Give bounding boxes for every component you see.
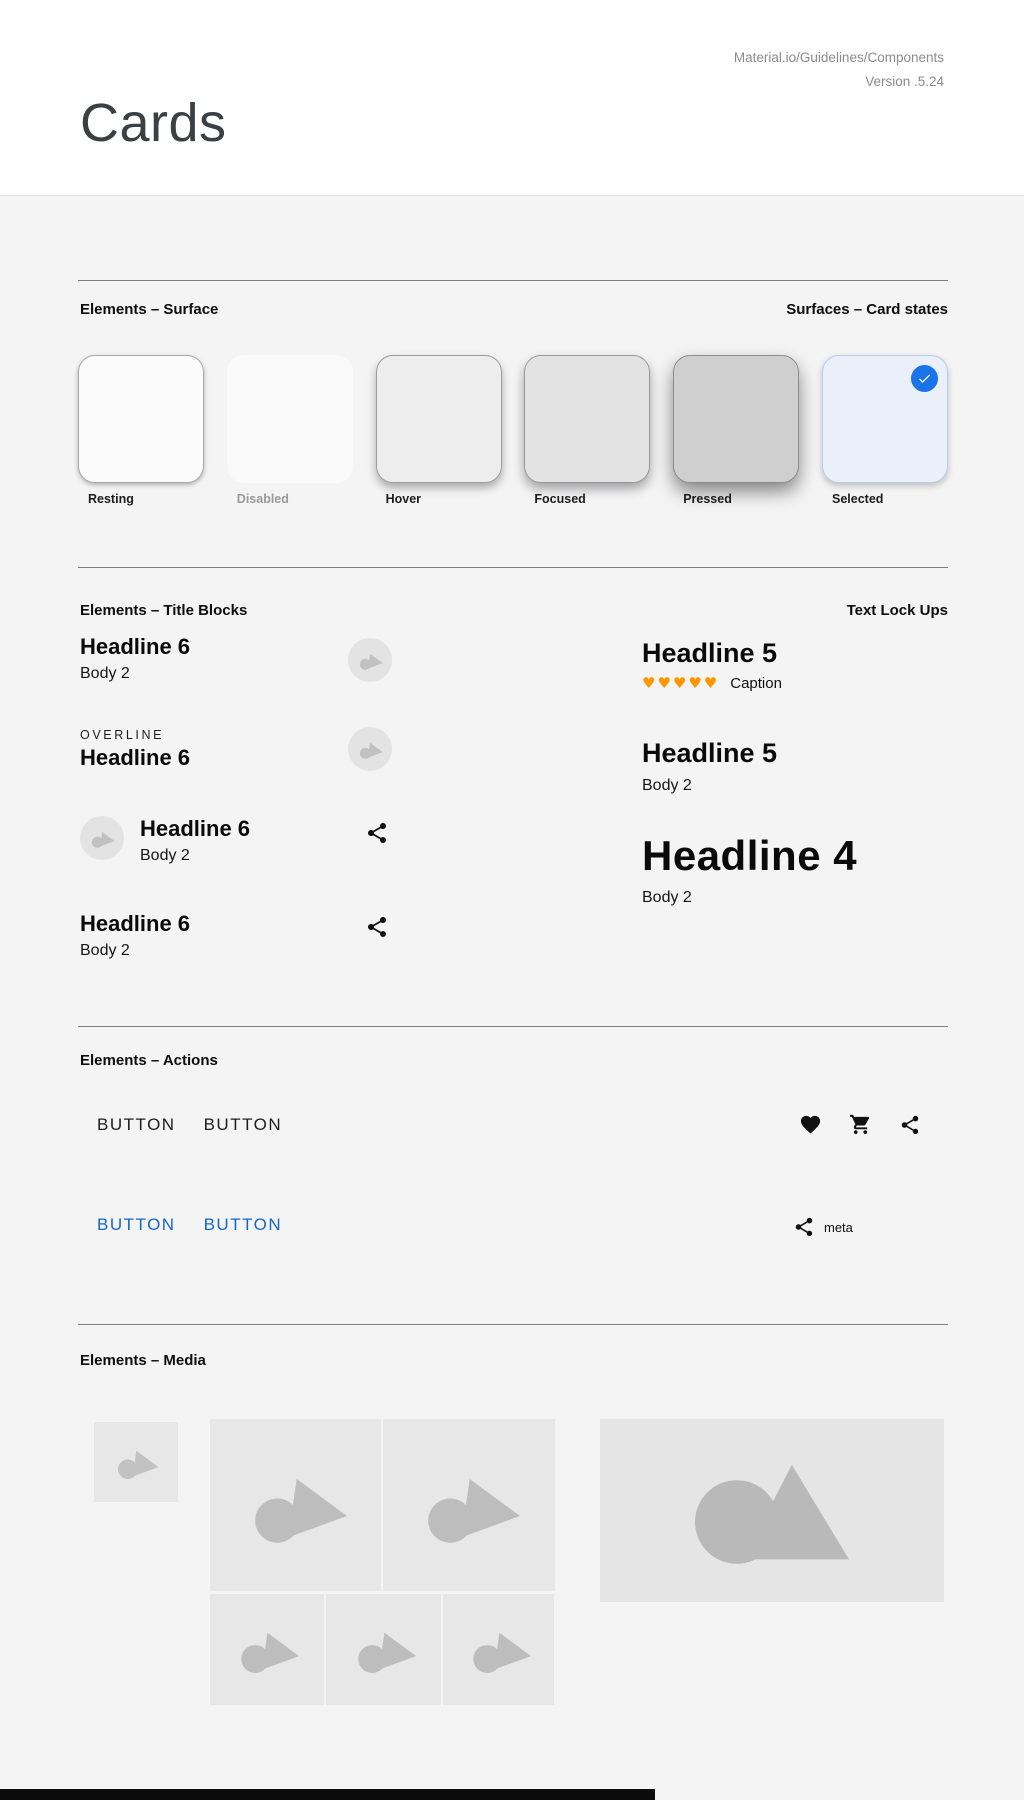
page-title: Cards [80, 93, 227, 153]
card-focused[interactable] [524, 355, 650, 483]
card-disabled [227, 355, 353, 483]
card-selected[interactable] [822, 355, 948, 483]
surface-section-subheading: Surfaces – Card states [786, 301, 948, 318]
caption-label: Caption [730, 674, 782, 692]
card-resting[interactable] [78, 355, 204, 483]
text-button[interactable]: BUTTON [203, 1115, 283, 1134]
bottom-taskbar-strip [0, 1789, 655, 1800]
surface-section-divider [78, 280, 948, 281]
actions-row-2-buttons [97, 1215, 282, 1235]
media-grid-cell [383, 1419, 555, 1591]
media-thumb-icon [348, 727, 392, 771]
card-states-row [78, 355, 948, 483]
shopping-cart-icon[interactable] [849, 1113, 872, 1136]
text-button[interactable]: BUTTON [97, 1115, 176, 1134]
state-label-resting: Resting [88, 492, 134, 506]
page-header [0, 0, 1024, 196]
title-block-h6-share [80, 910, 190, 962]
title-block-h5-rating [642, 638, 782, 692]
rating-row [642, 674, 782, 692]
surface-section-heading: Elements – Surface [80, 301, 219, 318]
title-blocks-heading: Elements – Title Blocks [80, 602, 248, 619]
version-label: Version .5.24 [865, 74, 944, 89]
title-block-h4-body [642, 833, 857, 909]
body-2: Body 2 [642, 889, 692, 906]
title-block-h6-media [80, 633, 190, 685]
media-heading: Elements – Media [80, 1352, 206, 1369]
headline-4: Headline 4 [642, 832, 858, 879]
title-blocks-subheading: Text Lock Ups [846, 602, 948, 619]
share-icon[interactable] [793, 1216, 815, 1238]
media-banner [600, 1419, 944, 1602]
actions-row-1-icons [799, 1113, 921, 1136]
headline-5: Headline 5 [642, 638, 778, 668]
headline-6: Headline 6 [140, 816, 251, 841]
body-2: Body 2 [140, 847, 190, 864]
body-2: Body 2 [642, 777, 692, 794]
state-label-selected: Selected [831, 492, 884, 506]
actions-section-divider [78, 1026, 948, 1027]
state-label-focused: Focused [534, 492, 586, 506]
text-button-primary[interactable]: BUTTON [203, 1215, 283, 1234]
state-label-hover: Hover [385, 492, 422, 506]
title-blocks-section-divider [78, 567, 948, 568]
media-section-divider [78, 1324, 948, 1325]
title-block-avatar-h6 [140, 815, 250, 867]
media-grid-cell [443, 1594, 554, 1705]
hearts-rating-icon: ♥♥♥♥♥ [642, 674, 720, 692]
card-pressed[interactable] [673, 355, 799, 483]
media-grid-cell [210, 1594, 324, 1705]
text-button-primary[interactable]: BUTTON [97, 1215, 176, 1234]
headline-6: Headline 6 [80, 745, 191, 770]
share-icon[interactable] [365, 821, 389, 850]
title-block-h5-body [642, 738, 777, 797]
overline-label: OVERLINE [80, 728, 165, 742]
headline-5: Headline 5 [642, 738, 778, 768]
state-label-pressed: Pressed [683, 492, 732, 506]
breadcrumb: Material.io/Guidelines/Components [733, 50, 944, 65]
avatar [80, 816, 124, 860]
favorite-heart-icon[interactable] [799, 1113, 822, 1136]
media-thumb-icon [348, 638, 392, 682]
share-icon[interactable] [365, 915, 389, 944]
share-icon[interactable] [899, 1114, 921, 1136]
headline-6: Headline 6 [80, 634, 191, 659]
media-grid-cell [326, 1594, 441, 1705]
actions-row-1-buttons [97, 1115, 282, 1135]
actions-heading: Elements – Actions [80, 1052, 218, 1069]
body-2: Body 2 [80, 942, 130, 959]
card-hover[interactable] [376, 355, 502, 483]
headline-6: Headline 6 [80, 911, 191, 936]
media-grid-cell [210, 1419, 381, 1591]
check-circle-icon[interactable] [911, 365, 938, 392]
body-2: Body 2 [80, 665, 130, 682]
actions-row-2-meta [793, 1216, 853, 1238]
meta-label: meta [824, 1219, 853, 1235]
header-meta [734, 46, 944, 94]
media-thumbnail-small [94, 1422, 178, 1502]
title-block-overline-h6 [80, 728, 190, 771]
state-label-disabled: Disabled [236, 492, 289, 506]
card-state-labels [78, 492, 948, 506]
